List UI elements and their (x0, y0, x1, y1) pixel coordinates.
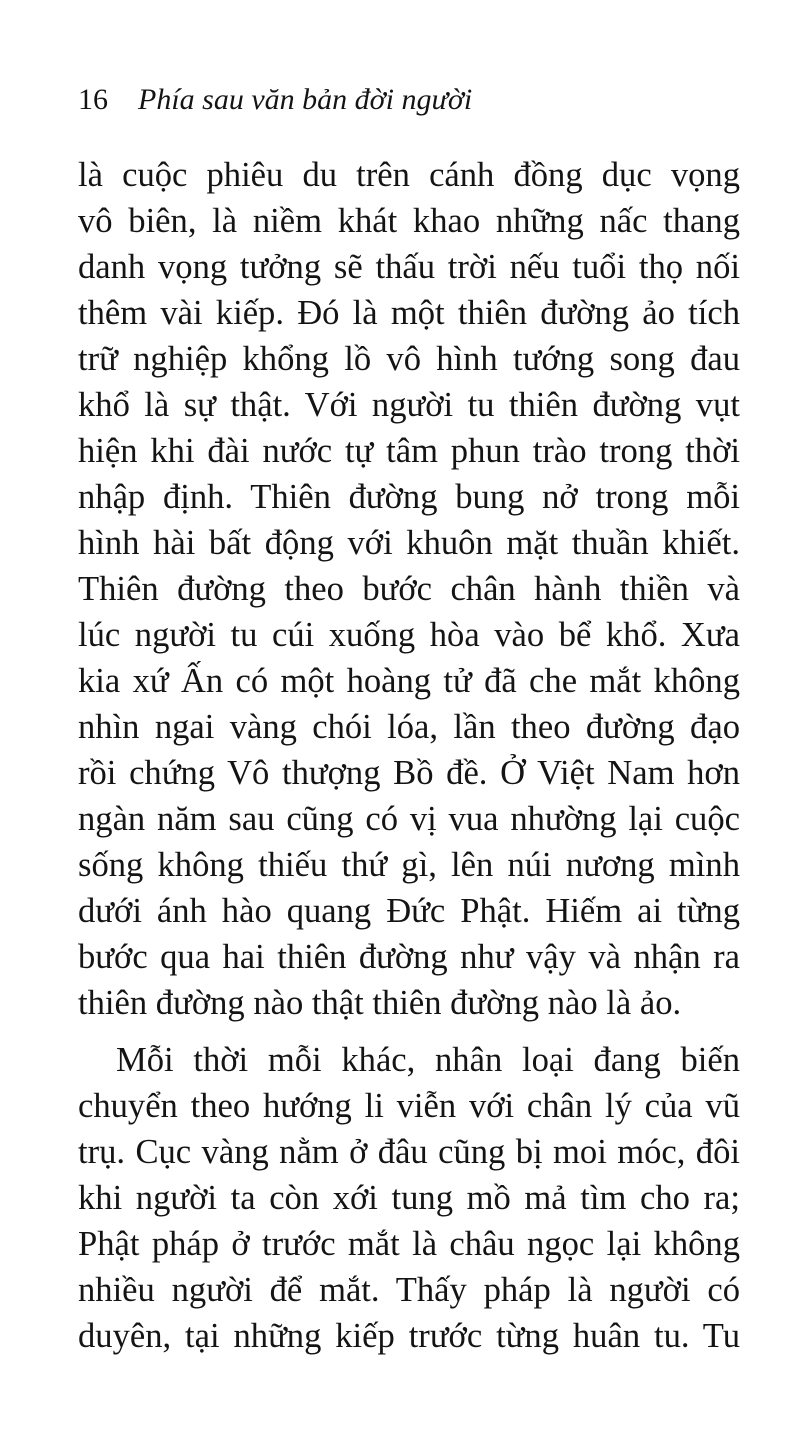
text-line: ngàn năm sau cũng có vị vua nhường lại cuộc (78, 800, 740, 838)
text-line: Mỗi thời mỗi khác, nhân loại đang biến (116, 1041, 740, 1079)
text-line: trụ. Cục vàng nằm ở đâu cũng bị moi móc, đôi (78, 1133, 740, 1171)
book-title: Phía sau văn bản đời người (138, 83, 473, 116)
text-line: khi người ta còn xới tung mồ mả tìm cho ra; (78, 1179, 740, 1217)
text-line: nhìn ngai vàng chói lóa, lần theo đường đạo (78, 708, 740, 746)
page-number: 16 (78, 83, 108, 116)
text-line: thiên đường nào thật thiên đường nào là ảo. (78, 984, 682, 1022)
text-line: trữ nghiệp khổng lồ vô hình tướng song đau (78, 340, 740, 378)
text-line: chuyển theo hướng li viễn với chân lý của vũ (78, 1087, 740, 1125)
text-line: vô biên, là niềm khát khao những nấc thang (78, 202, 740, 240)
text-line: Phật pháp ở trước mắt là châu ngọc lại không (78, 1225, 740, 1263)
text-line: sống không thiếu thứ gì, lên núi nương mình (78, 846, 740, 884)
text-line: bước qua hai thiên đường như vậy và nhận ra (78, 938, 740, 976)
paragraph-2 (78, 1037, 740, 1359)
text-line: thêm vài kiếp. Đó là một thiên đường ảo tích (78, 294, 740, 332)
text-line: nhiều người để mắt. Thấy pháp là người có (78, 1271, 740, 1309)
text-line: kia xứ Ấn có một hoàng tử đã che mắt không (78, 662, 740, 700)
text-line: danh vọng tưởng sẽ thấu trời nếu tuổi thọ nối (78, 248, 740, 286)
text-line: là cuộc phiêu du trên cánh đồng dục vọng (78, 156, 740, 194)
text-line: khổ là sự thật. Với người tu thiên đường vụt (78, 386, 740, 424)
text-line: hiện khi đài nước tự tâm phun trào trong thời (78, 432, 740, 470)
running-header (78, 80, 472, 120)
text-line: hình hài bất động với khuôn mặt thuần khiết. (78, 524, 740, 562)
text-line: nhập định. Thiên đường bung nở trong mỗi (78, 478, 740, 516)
paragraph-1 (78, 152, 740, 1026)
text-line: duyên, tại những kiếp trước từng huân tu. Tu (78, 1317, 740, 1355)
text-line: lúc người tu cúi xuống hòa vào bể khổ. Xưa (78, 616, 740, 654)
text-line: dưới ánh hào quang Đức Phật. Hiếm ai từng (78, 892, 740, 930)
text-line: Thiên đường theo bước chân hành thiền và (78, 570, 740, 608)
text-line: rồi chứng Vô thượng Bồ đề. Ở Việt Nam hơn (78, 754, 740, 792)
